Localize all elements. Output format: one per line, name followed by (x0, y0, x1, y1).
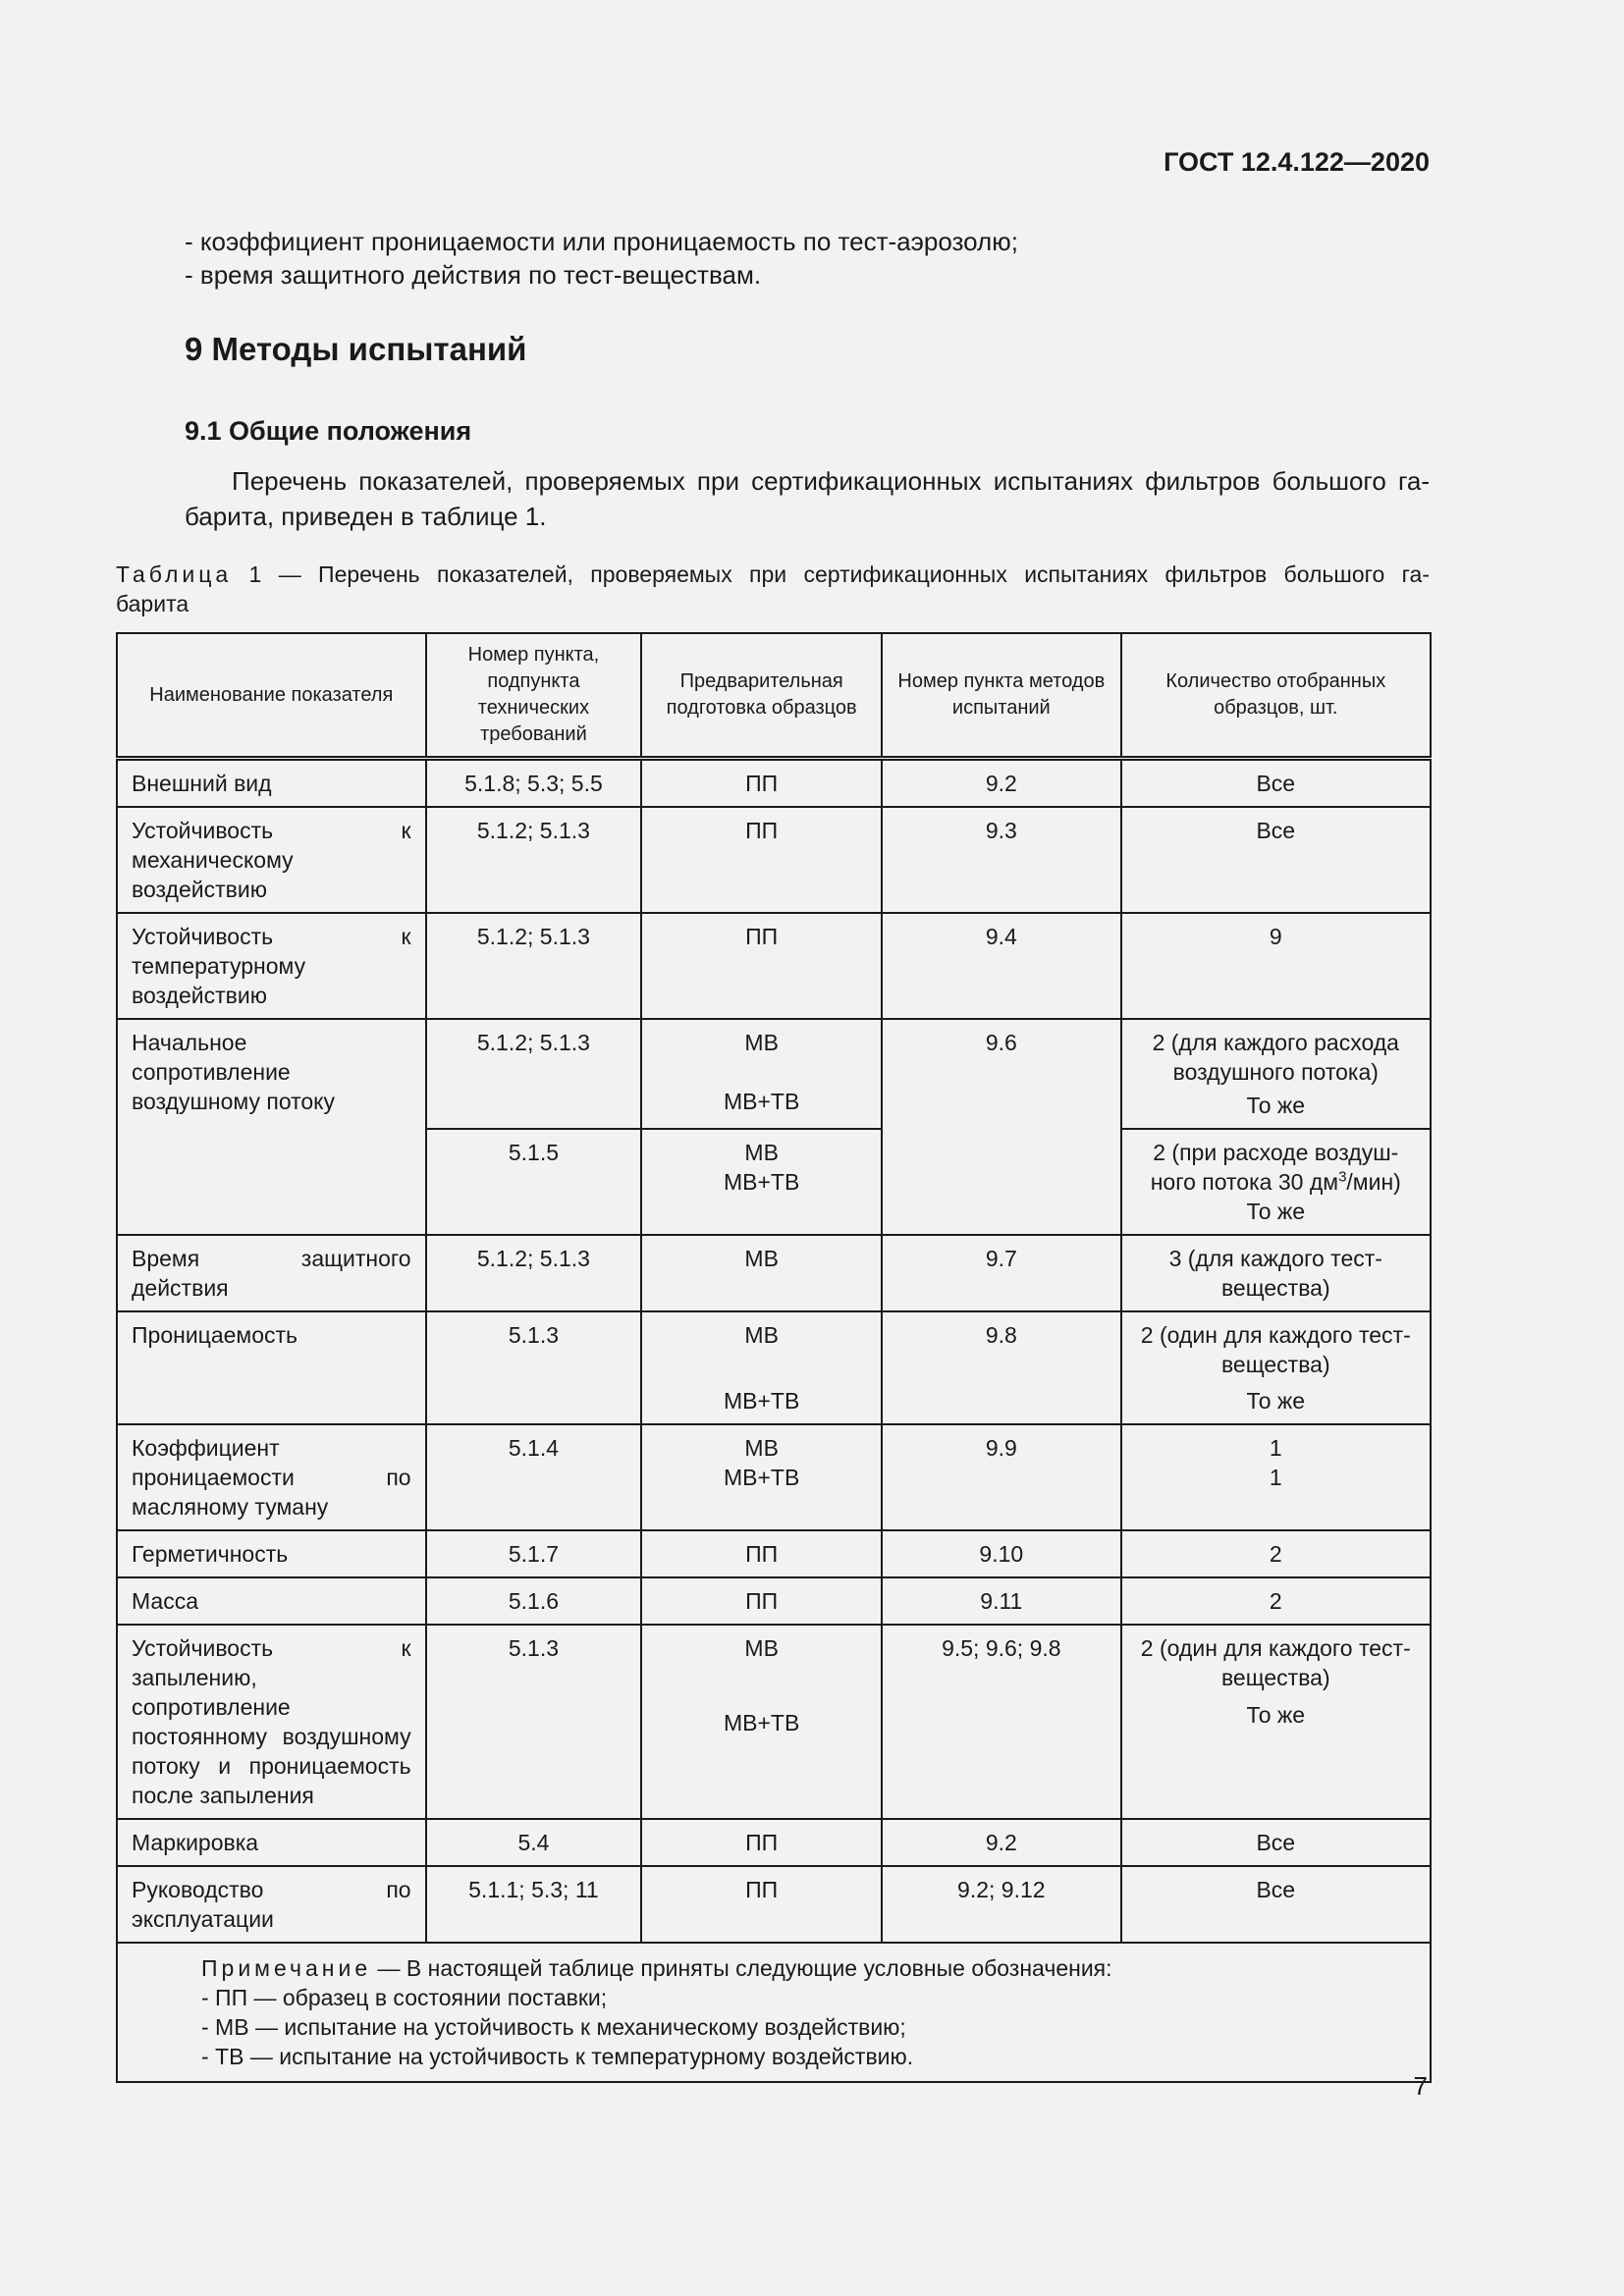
caption-line-2: барита (116, 591, 189, 616)
cell-prep (641, 1311, 882, 1424)
header-requirements-clause: Номер пункта, подпункта технических требований (426, 633, 642, 759)
table-row (117, 1424, 1431, 1530)
note-item: - МВ — испытание на устойчивость к механическому воздействию; (201, 2014, 906, 2040)
cell-qty: Все (1121, 1866, 1431, 1943)
qty-value: То же (1246, 1388, 1306, 1414)
table-note (117, 1943, 1431, 2082)
header-indicator-name: Наименование показателя (117, 633, 426, 759)
section-title: 9 Методы испытаний (185, 331, 527, 367)
cell-clause: 5.1.5 (426, 1129, 642, 1235)
table-row (117, 1311, 1431, 1424)
cell-name: Внешний вид (117, 759, 426, 808)
table-row (117, 807, 1431, 913)
table-caption (116, 560, 1430, 618)
qty-value: 1 (1269, 1435, 1282, 1461)
prep-value: МВ+ТВ (723, 1169, 800, 1195)
cell-name: Время защитного действия (117, 1235, 426, 1311)
header-sample-preparation: Предварительная подготовка образцов (641, 633, 882, 759)
bullet-permeability: - коэффициент проницаемости или проницаемость по тест-аэрозолю; (185, 227, 1018, 256)
cell-prep: ПП (641, 1866, 882, 1943)
paragraph-line-1: Перечень показателей, проверяемых при сертификационных испытаниях фильтров большого га- (232, 466, 1430, 496)
cell-prep: ПП (641, 1819, 882, 1866)
caption-text: 1 — Перечень показателей, проверяемых при сертификационных испытаниях фильтров большого га- (232, 561, 1430, 587)
cell-qty: Все (1121, 759, 1431, 808)
table-row (117, 1577, 1431, 1625)
cell-prep: МВ (641, 1235, 882, 1311)
cell-method: 9.9 (882, 1424, 1121, 1530)
cell-qty (1121, 1019, 1431, 1129)
cell-method: 9.8 (882, 1311, 1121, 1424)
cell-prep (641, 1424, 882, 1530)
cell-clause: 5.1.8; 5.3; 5.5 (426, 759, 642, 808)
cell-prep (641, 1019, 882, 1129)
qty-value: 2 (для каждого расхода воздушного потока) (1152, 1030, 1399, 1085)
prep-value: МВ (744, 1435, 779, 1461)
qty-value: 2 (один для каждого тест-вещества) (1140, 1322, 1411, 1377)
cell-clause: 5.1.7 (426, 1530, 642, 1577)
qty-value: 2 (при расходе воздуш-ного потока 30 $дм^3/мин$) (1150, 1140, 1401, 1195)
cell-prep: ПП (641, 759, 882, 808)
qty-value: То же (1246, 1199, 1306, 1224)
cell-clause: 5.1.2; 5.1.3 (426, 1019, 642, 1129)
cell-method: 9.2 (882, 759, 1121, 808)
cell-name: Масса (117, 1577, 426, 1625)
qty-value: То же (1246, 1702, 1306, 1728)
cell-name: Устойчивость к температурному воздействию (117, 913, 426, 1019)
cell-method: 9.2 (882, 1819, 1121, 1866)
cell-prep: ПП (641, 1577, 882, 1625)
qty-value: 1 (1269, 1465, 1282, 1490)
cell-qty: 3 (для каждого тест-вещества) (1121, 1235, 1431, 1311)
header-test-method-clause: Номер пункта методов испытаний (882, 633, 1121, 759)
bullet-protective-time: - время защитного действия по тест-веществам. (185, 260, 762, 290)
cell-name: Устойчивость к механическому воздействию (117, 807, 426, 913)
prep-value: МВ+ТВ (723, 1388, 800, 1414)
prep-value: МВ+ТВ (723, 1465, 800, 1490)
cell-qty (1121, 1129, 1431, 1235)
subsection-title: 9.1 Общие положения (185, 416, 472, 446)
cell-method: 9.4 (882, 913, 1121, 1019)
prep-value: МВ+ТВ (723, 1710, 800, 1735)
cell-qty (1121, 1311, 1431, 1424)
cell-method: 9.11 (882, 1577, 1121, 1625)
cell-name: Проницаемость (117, 1311, 426, 1424)
cell-qty: 9 (1121, 913, 1431, 1019)
cell-qty: 2 (1121, 1530, 1431, 1577)
table-row (117, 913, 1431, 1019)
standard-designation: ГОСТ 12.4.122—2020 (1164, 147, 1430, 177)
qty-value: 2 (один для каждого тест-вещества) (1140, 1635, 1411, 1690)
cell-qty (1121, 1424, 1431, 1530)
prep-value: МВ (744, 1140, 779, 1165)
cell-clause: 5.1.4 (426, 1424, 642, 1530)
table-row (117, 1019, 1431, 1129)
cell-method: 9.7 (882, 1235, 1121, 1311)
table-note-row (117, 1943, 1431, 2082)
paragraph-line-2: барита, приведен в таблице 1. (185, 502, 547, 531)
cell-clause: 5.1.3 (426, 1311, 642, 1424)
cell-clause: 5.1.1; 5.3; 11 (426, 1866, 642, 1943)
cell-clause: 5.1.6 (426, 1577, 642, 1625)
table-row (117, 1235, 1431, 1311)
cell-clause: 5.1.2; 5.1.3 (426, 913, 642, 1019)
note-item: - ПП — образец в состоянии поставки; (201, 1985, 608, 2010)
prep-value: МВ+ТВ (723, 1089, 800, 1114)
header-sample-quantity: Количество отобранных образцов, шт. (1121, 633, 1431, 759)
cell-prep (641, 1625, 882, 1819)
cell-name: Герметичность (117, 1530, 426, 1577)
table-row (117, 1819, 1431, 1866)
cell-prep: ПП (641, 1530, 882, 1577)
cell-name: Устойчивость к запылению, сопротивление постоянному воздушному потоку и проницаемость после запыления (117, 1625, 426, 1819)
indicators-table (116, 632, 1432, 2083)
cell-method: 9.5; 9.6; 9.8 (882, 1625, 1121, 1819)
table-row (117, 759, 1431, 808)
cell-name: Начальное сопротивление воздушному потоку (117, 1019, 426, 1235)
prep-value: МВ (744, 1322, 779, 1348)
cell-clause: 5.1.2; 5.1.3 (426, 1235, 642, 1311)
cell-prep: ПП (641, 913, 882, 1019)
prep-value: МВ (744, 1635, 779, 1661)
note-intro: — В настоящей таблице приняты следующие условные обозначения: (371, 1955, 1112, 1981)
cell-qty: 2 (1121, 1577, 1431, 1625)
cell-clause: 5.1.3 (426, 1625, 642, 1819)
cell-prep: ПП (641, 807, 882, 913)
table-row (117, 1866, 1431, 1943)
cell-method: 9.3 (882, 807, 1121, 913)
prep-value: МВ (744, 1030, 779, 1055)
cell-method: 9.10 (882, 1530, 1121, 1577)
cell-name: Коэффициент проницаемости по масляному туману (117, 1424, 426, 1530)
page-number: 7 (1413, 2071, 1428, 2101)
qty-value: То же (1246, 1093, 1306, 1118)
table-row (117, 1625, 1431, 1819)
cell-method: 9.2; 9.12 (882, 1866, 1121, 1943)
cell-clause: 5.4 (426, 1819, 642, 1866)
table-row (117, 1530, 1431, 1577)
cell-qty: Все (1121, 1819, 1431, 1866)
cell-method: 9.6 (882, 1019, 1121, 1235)
intro-paragraph (185, 463, 1430, 534)
cell-clause: 5.1.2; 5.1.3 (426, 807, 642, 913)
note-label: Примечание (201, 1955, 372, 1981)
cell-name: Маркировка (117, 1819, 426, 1866)
cell-prep (641, 1129, 882, 1235)
note-item: - ТВ — испытание на устойчивость к температурному воздействию. (201, 2044, 914, 2069)
cell-name: Руководство по эксплуатации (117, 1866, 426, 1943)
caption-label: Таблица (116, 561, 233, 587)
cell-qty (1121, 1625, 1431, 1819)
cell-qty: Все (1121, 807, 1431, 913)
